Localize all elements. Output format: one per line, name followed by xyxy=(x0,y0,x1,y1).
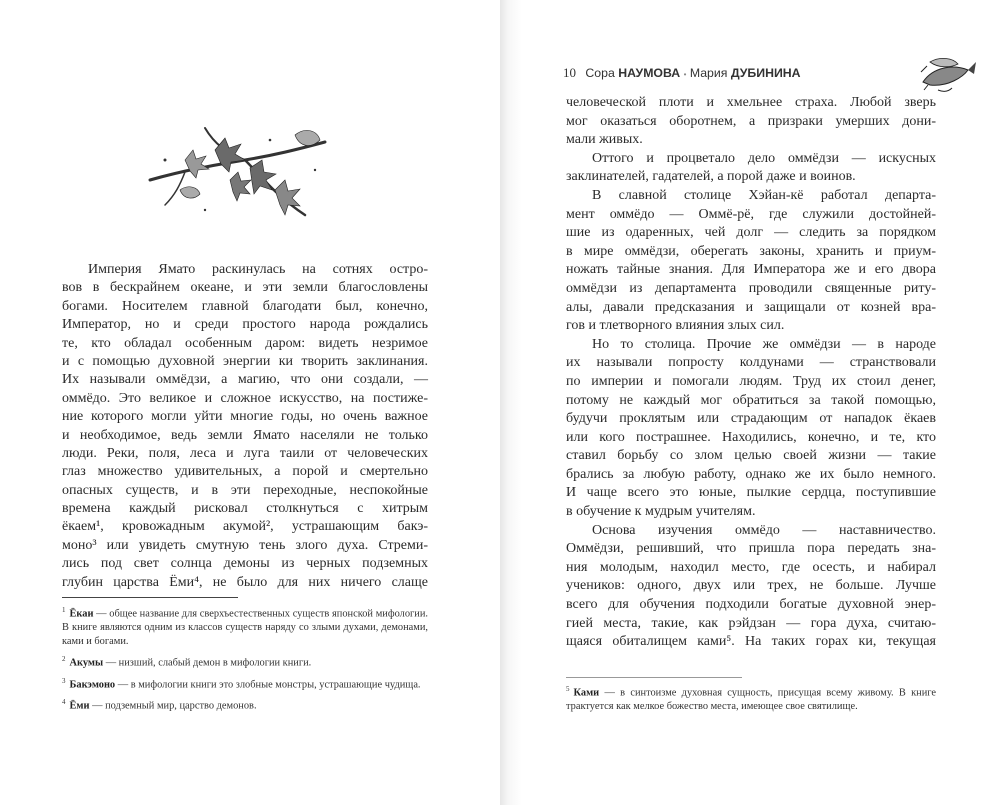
text-line: ножать тайные знания. Для Императора же и его двора xyxy=(566,262,936,278)
text-line: или кого пострашнее. Находились, конечно, и те, кто xyxy=(566,429,936,445)
text-line: И чаще всего это юные, пылкие сердца, поступившие xyxy=(566,485,936,501)
text-line: гов и тлетворного влияния злых сил. xyxy=(566,318,785,334)
running-header xyxy=(563,65,801,81)
text-line: человеческой плоти и хмельнее страха. Любой зверь xyxy=(566,95,936,110)
footnote-term: Ёкаи xyxy=(69,608,94,620)
text-line: в мире оммёдзи, оберегать законы, хранить и приум- xyxy=(566,243,936,259)
left-page xyxy=(0,0,500,805)
text-line: алы, давали предсказания и защищали от козней вра- xyxy=(566,299,936,315)
text-line: Но то столица. Прочие же оммёдзи — в народе xyxy=(592,336,936,352)
paragraph xyxy=(566,522,936,652)
text-line: опасных существ, и в эти переходные, неспокойные xyxy=(62,482,428,498)
text-line: мали живых. xyxy=(566,132,643,148)
text-line: ние которого могли уйти многие годы, но очень важное xyxy=(62,409,428,425)
footnote-number: 5 xyxy=(566,685,570,693)
text-line: глаз множество удивительных, а порой и смертельно xyxy=(62,464,428,480)
left-footnotes xyxy=(62,603,428,717)
footnote-divider xyxy=(566,677,742,678)
text-line: моно³ или увидеть смутную тень злого духа. Стреми- xyxy=(62,537,428,553)
footnote-number: 1 xyxy=(62,606,66,614)
text-line: будучи проклятым или страдающим от нападок ёкаев xyxy=(566,411,936,427)
footnote xyxy=(566,682,936,714)
footnote-term: Ёми xyxy=(69,700,90,712)
text-line: мент оммёдо — Оммё-рё, где служили достойней- xyxy=(566,206,936,222)
author2-first: Мария xyxy=(689,66,728,80)
footnote-number: 4 xyxy=(62,698,66,707)
footnote-term: Акумы xyxy=(69,657,104,669)
text-line: Оттого и процветало дело оммёдзи — искусных xyxy=(592,150,936,166)
text-line: лись под свет солнца демоны из черных подземных xyxy=(62,556,428,572)
maple-branch-illustration xyxy=(145,120,335,230)
footnote-number: 3 xyxy=(62,676,66,685)
text-line: потому не каждый мог обратиться за такой помощью, xyxy=(566,392,936,408)
text-line: заклинателей, гадателей, а порой даже и воинов. xyxy=(566,169,856,185)
footnote-text: — подземный мир, царство демонов. xyxy=(89,700,257,712)
text-line: щаяся обиталищем ками⁵. На таких горах ки, текущая xyxy=(566,634,936,650)
text-line: всего для обучения подходили богатые духовной энер- xyxy=(566,597,936,613)
footnote-text: — общее название для сверхъестественных существ японской мифологии. В книге являются одним из классов существ наряду со злыми духами, демонами, ками и богами. xyxy=(62,608,428,648)
text-line: времена каждый рисковал столкнуться с хитрым xyxy=(62,501,428,517)
right-body-text xyxy=(566,94,936,652)
fish-ornament-icon xyxy=(918,52,978,94)
page-number: 10 xyxy=(563,65,576,80)
footnote xyxy=(62,695,428,713)
footnote-term: Бакэмоно xyxy=(69,679,116,691)
text-line: Их называли оммёдзи, а магию, что они создали, — xyxy=(62,372,428,388)
text-line: мог оказаться оборотнем, а призраки умерших дони- xyxy=(566,113,936,129)
text-line: те, кто обладал особенным даром: видеть незримое xyxy=(62,335,428,351)
author1-last: НАУМОВА xyxy=(618,66,681,80)
left-body-text xyxy=(62,261,428,592)
right-footnotes xyxy=(566,682,936,717)
paragraph xyxy=(566,94,936,150)
text-line: Основа изучения оммёдо — наставничество. xyxy=(592,522,936,538)
paragraph xyxy=(566,187,936,336)
footnote xyxy=(62,652,428,670)
text-line: ния молодым, находил место, где осесть, и набирал xyxy=(566,559,936,575)
text-line: брались за любую работу, однако же их было немного. xyxy=(566,466,936,482)
footnote xyxy=(62,674,428,692)
author1-first: Сора xyxy=(585,66,615,80)
footnote-term: Ками xyxy=(573,687,600,699)
text-line: их называли попросту колдунами — странствовали xyxy=(566,355,936,371)
author2-last: ДУБИНИНА xyxy=(730,66,801,80)
paragraph xyxy=(62,261,428,592)
text-line: ёкаем¹, кровожадным акумой², устрашающим бакэ- xyxy=(62,519,428,535)
footnote-text: — низший, слабый демон в мифологии книги. xyxy=(103,657,312,669)
text-line: вов в бескрайнем океане, и эти земли благословлены xyxy=(62,280,428,296)
text-line: Оммёдзи, решивший, что пришла пора передать зна- xyxy=(566,541,936,557)
paragraph xyxy=(566,336,936,522)
text-line: оммёдзи из департамента проводили священные риту- xyxy=(566,280,936,296)
author-separator: • xyxy=(683,70,687,79)
footnote xyxy=(62,603,428,649)
text-line: по империи и помогали людям. Труд их стоил денег, xyxy=(566,373,936,389)
text-line: Император, но и среди простого народа рождались xyxy=(62,317,428,333)
footnote-divider xyxy=(62,597,238,598)
text-line: люди. Реки, поля, леса и луга таили от человеческих xyxy=(62,445,428,461)
text-line: и необходимое, ведь земли Ямато населяли не только xyxy=(62,427,428,443)
paragraph xyxy=(566,150,936,187)
text-line: оммёдо. Это великое и сложное искусство, на постиже- xyxy=(62,390,428,406)
text-line: гией места, такие, как рэйдзан — гора духа, считаю- xyxy=(566,615,936,631)
text-line: Империя Ямато раскинулась на сотнях остро- xyxy=(88,262,428,277)
text-line: шие из одаренных, чей долг — следить за порядком xyxy=(566,225,936,241)
text-line: глубин царства Ёми⁴, не было для них ничего слаще xyxy=(62,574,428,590)
footnote-text: — в синтоизме духовная сущность, присущая всему живому. В книге трактуется как мелкое божество места, имеющее свое святилище. xyxy=(566,687,936,713)
text-line: в обучение к мудрым учителям. xyxy=(566,504,756,520)
text-line: и с помощью духовной энергии ки творить заклинания. xyxy=(62,353,428,369)
text-line: ставил борьбу со злом целью своей жизни — такие xyxy=(566,448,936,464)
text-line: богами. Носителем главной благодати был, конечно, xyxy=(62,298,428,314)
footnote-number: 2 xyxy=(62,655,66,664)
right-page xyxy=(500,0,1003,805)
text-line: В славной столице Хэйан-кё работал департа- xyxy=(592,187,936,203)
footnote-text: — в мифологии книги это злобные монстры, устрашающие чудища. xyxy=(115,679,421,691)
text-line: учеников: одного, двух или трех, не больше. Лучше xyxy=(566,578,936,594)
